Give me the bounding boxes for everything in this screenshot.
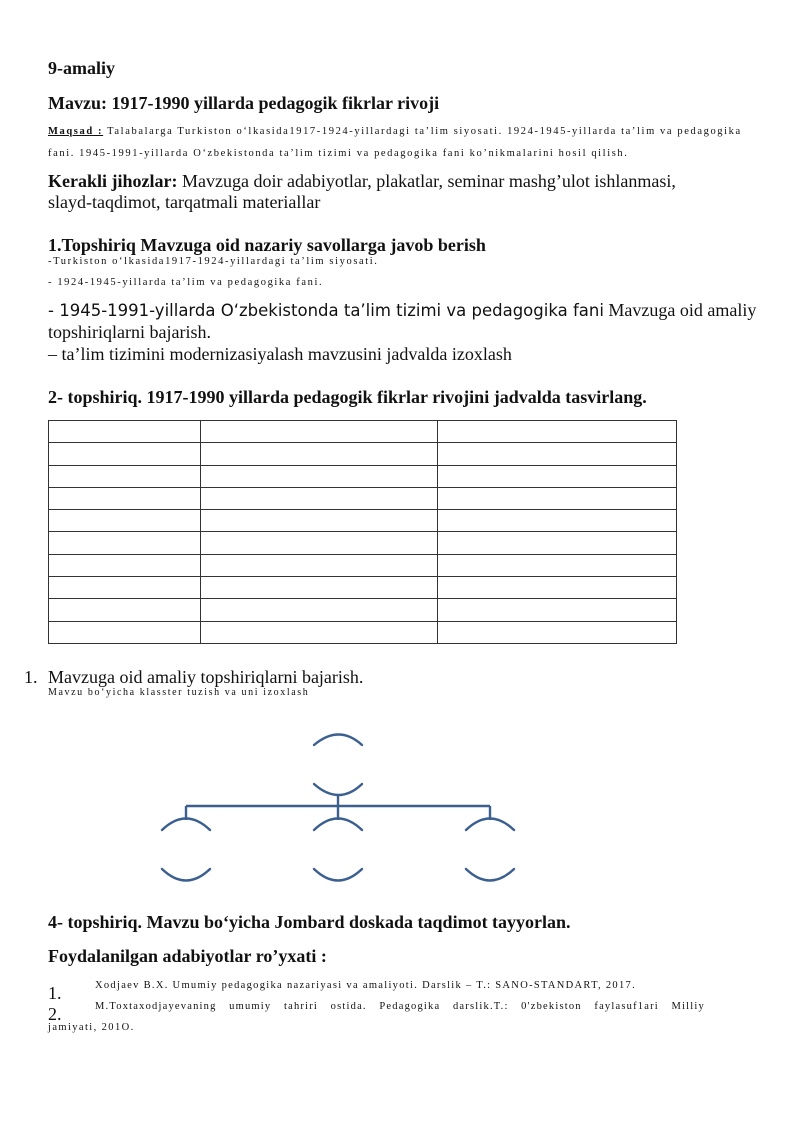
cluster-right-node-upper-arc bbox=[466, 819, 514, 831]
topic-heading: Mavzu: 1917-1990 yillarda pedagogik fikrlar rivoji bbox=[48, 93, 440, 113]
goal-line-2: fani. 1945-1991-yillarda O‘zbekistonda ta’lim tizimi va pedagogika fani ko’nikmalarini hosil qilish. bbox=[48, 148, 629, 159]
reference-text-2-cont: jamiyati, 201O. bbox=[48, 1022, 135, 1033]
equipment-text-1: Mavzuga doir adabiyotlar, plakatlar, seminar mashg’ulot ishlanmasi, bbox=[177, 171, 676, 191]
cluster-middle-node-upper-arc bbox=[314, 819, 362, 831]
reference-text-1: Xodjaev B.X. Umumiy pedagogika nazariyasi va amaliyoti. Darslik – T.: SANO-STANDART, 2017. bbox=[95, 980, 636, 991]
goal-label: Maqsad : bbox=[48, 126, 104, 137]
reference-number-2: 2. bbox=[48, 1004, 62, 1024]
task1-item-2: - 1924-1945-yillarda ta’lim va pedagogika fani. bbox=[48, 277, 324, 288]
reference-number-1: 1. bbox=[48, 983, 62, 1003]
task1-title: 1.Topshiriq Mavzuga oid nazariy savollarga javob berish bbox=[48, 235, 486, 255]
reference-text-2: M.Toxtaxodjayevaning umumiy tahriri ostida. Pedagogika darslik.T.: 0'zbekiston faylasuf1ari Milliy bbox=[95, 1001, 705, 1012]
task1-item-3-text: - 1945-1991-yillarda O‘zbekistonda ta’lim tizimi va pedagogika fani bbox=[48, 301, 604, 320]
cluster-left-node-upper-arc bbox=[162, 819, 210, 831]
task3-subtitle: Mavzu bo‘yicha klasster tuzish va uni izoxlash bbox=[48, 687, 310, 698]
practice-title: 9-amaliy bbox=[48, 58, 115, 78]
task1-item-3-cont: topshiriqlarni bajarish. bbox=[48, 322, 211, 342]
cluster-top-node-upper-arc bbox=[314, 735, 362, 746]
cluster-right-node-lower-arc bbox=[466, 869, 514, 881]
equipment-label: Kerakli jihozlar: bbox=[48, 171, 178, 191]
task1-item-1: -Turkiston o‘lkasida1917-1924-yillardagi ta’lim siyosati. bbox=[48, 256, 379, 267]
equipment-line-2: slayd-taqdimot, tarqatmali materiallar bbox=[48, 192, 321, 212]
cluster-middle-node-lower-arc bbox=[314, 869, 362, 881]
cluster-left-node-lower-arc bbox=[162, 869, 210, 881]
task3-title: Mavzuga oid amaliy topshiriqlarni bajarish. bbox=[48, 667, 364, 687]
references-title: Foydalanilgan adabiyotlar ro’yxati : bbox=[48, 946, 327, 966]
cluster-top-node-lower-arc bbox=[314, 784, 362, 795]
goal-text-1: Talabalarga Turkiston o‘lkasida1917-1924-yillardagi ta’lim siyosati. 1924-1945-yillarda ta’lim va pedagogika bbox=[103, 126, 742, 137]
task2-title: 2- topshiriq. 1917-1990 yillarda pedagogik fikrlar rivojini jadvalda tasvirlang. bbox=[48, 387, 647, 407]
task4-title: 4- topshiriq. Mavzu bo‘yicha Jombard doskada taqdimot tayyorlan. bbox=[48, 912, 571, 932]
task3-number: 1. bbox=[24, 667, 38, 687]
task1-item-4: – ta’lim tizimini modernizasiyalash mavzusini jadvalda izoxlash bbox=[48, 344, 512, 364]
task1-item-3-tail: Mavzuga oid amaliy bbox=[603, 300, 757, 320]
